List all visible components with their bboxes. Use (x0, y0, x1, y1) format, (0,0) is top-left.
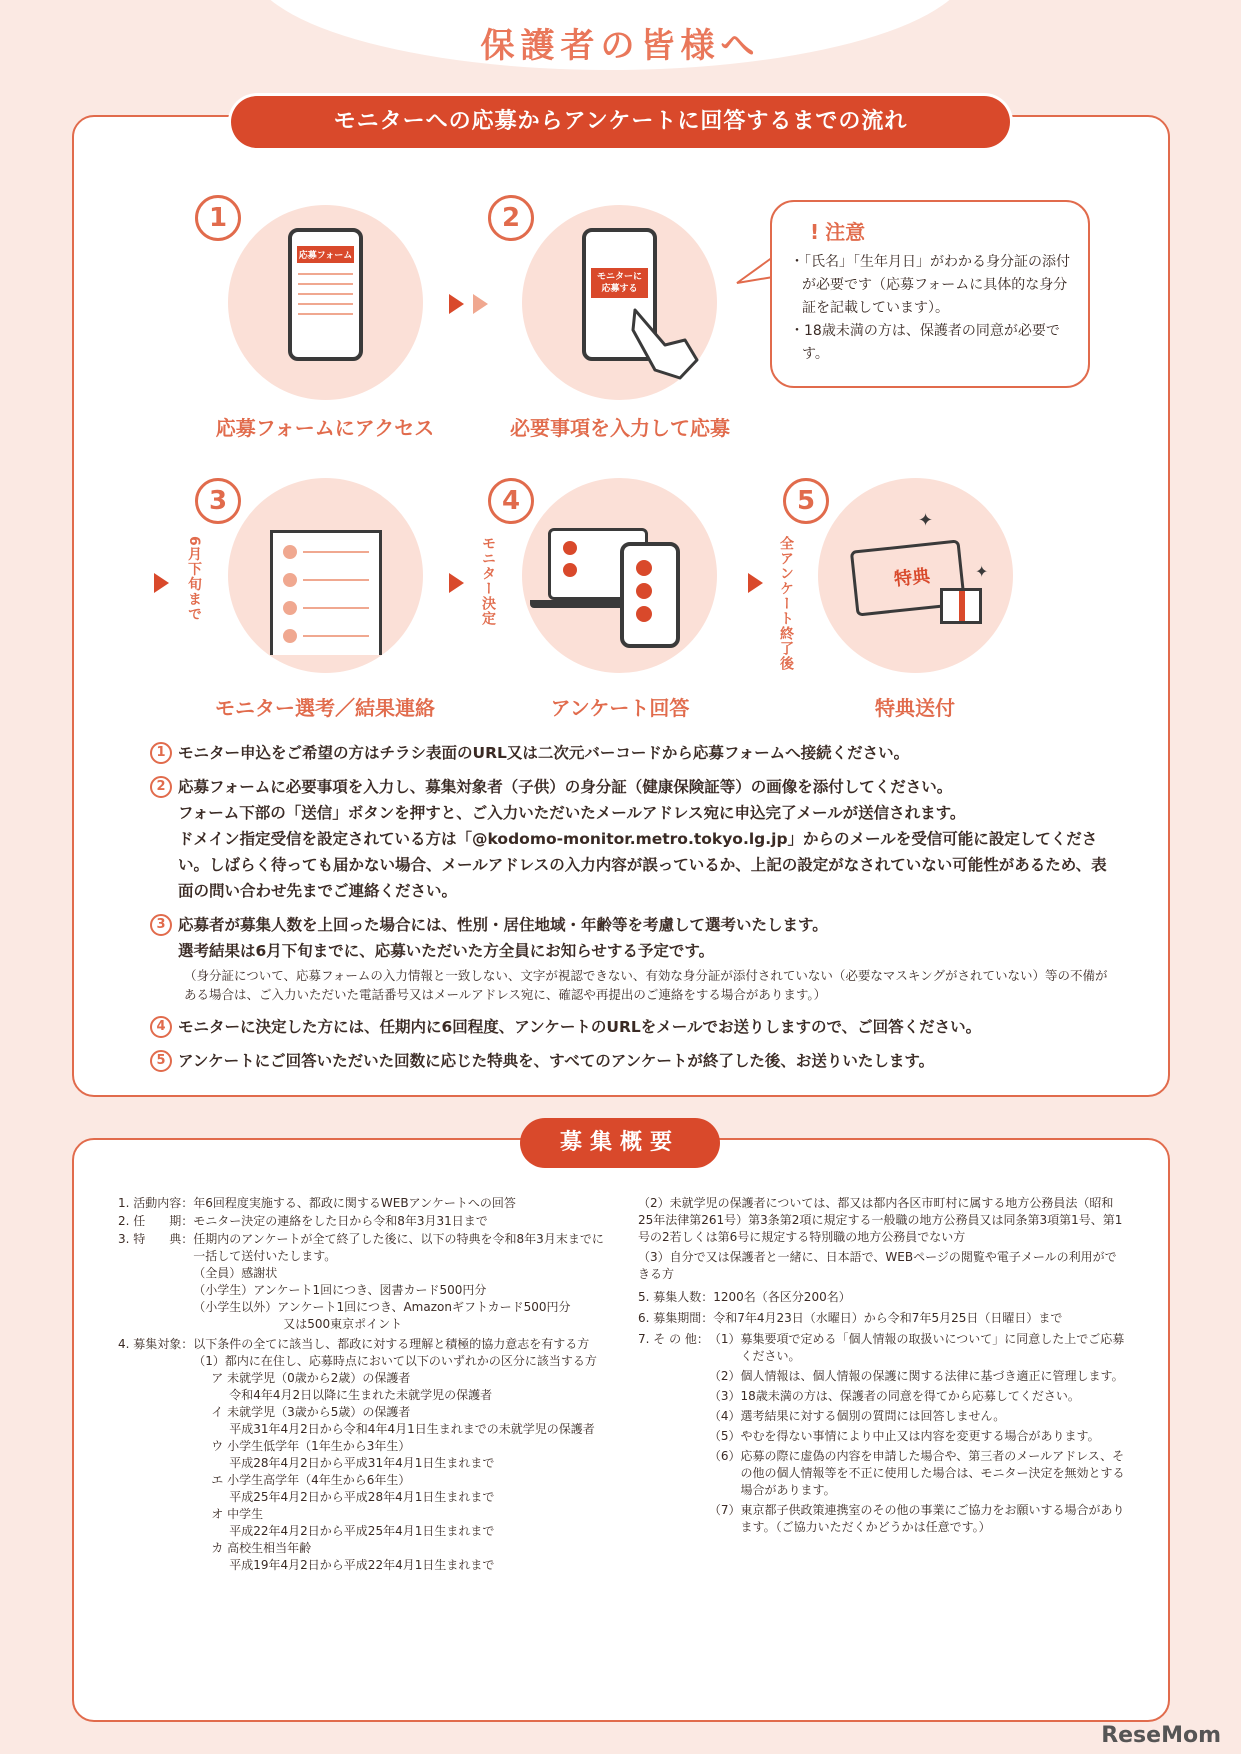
list-text: 18歳未満の方は、保護者の同意を得てから応募してください。 (740, 1389, 1080, 1403)
step-2-number: 2 (488, 195, 534, 241)
step-4-label: アンケート回答 (550, 696, 690, 720)
category-title: オ 中学生 (211, 1507, 264, 1521)
arrow-icon (449, 294, 464, 314)
flow-heading: モニターへの応募からアンケートに回答するまでの流れ (231, 96, 1010, 148)
note-item (150, 774, 1110, 904)
note-number: 1 (150, 742, 172, 764)
list-text: 応募の際に虚偽の内容を申請した場合や、第三者のメールアドレス、その他の個人情報等を不正に使用した場合は、モニター決定を無効とする場合があります。 (740, 1449, 1125, 1497)
list-number: （6） (708, 1449, 741, 1463)
notice-box (770, 200, 1090, 388)
outline-value: （1）都内に在住し、応募時点において以下のいずれかの区分に該当する方 (193, 1354, 597, 1368)
outline-value: 令和7年4月23日（水曜日）から令和7年5月25日（日曜日）まで (713, 1311, 1063, 1325)
note-item (150, 1048, 1110, 1074)
category-title: イ 未就学児（3歳から5歳）の保護者 (211, 1405, 411, 1419)
list-text: やむを得ない事情により中止又は内容を変更する場合があります。 (740, 1429, 1100, 1443)
step-3-timing: 6月下旬まで (186, 536, 202, 622)
outline-key: 4. 募集対象： (118, 1337, 194, 1351)
outline-heading: 募集概要 (520, 1118, 720, 1168)
outline-key: 3. 特 典： (118, 1232, 194, 1246)
note-item (150, 740, 1110, 766)
category-title: エ 小学生高学年（4年生から6年生） (211, 1473, 411, 1487)
step-3-number: 3 (195, 478, 241, 524)
category-detail: 平成19年4月2日から平成22年4月1日生まれまで (229, 1558, 495, 1572)
outline-value: （小学生以外）アンケート1回につき、Amazonギフトカード500円分 (193, 1300, 571, 1314)
list-number: （5） (708, 1429, 741, 1443)
watermark-logo: ReseMom (1101, 1723, 1221, 1748)
outline-right-column (638, 1195, 1128, 1540)
step-5-label: 特典送付 (875, 696, 955, 720)
apply-button-graphic: モニターに 応募する (591, 268, 648, 298)
list-number: （7） (708, 1503, 741, 1517)
gift-card-text: 特典 (893, 565, 932, 591)
list-number: （2） (708, 1369, 741, 1383)
note-number: 4 (150, 1016, 172, 1038)
arrow-icon (154, 573, 169, 593)
outline-value: （3）自分で又は保護者と一緒に、日本語で、WEBページの閲覧や電子メールの利用ができる方 (638, 1250, 1117, 1281)
list-text: 選考結果に対する個別の質問には回答しません。 (740, 1409, 1006, 1423)
step-1-number: 1 (195, 195, 241, 241)
outline-value: 年6回程度実施する、都政に関するWEBアンケートへの回答 (193, 1196, 516, 1210)
note-item (150, 1014, 1110, 1040)
step-4-number: 4 (488, 478, 534, 524)
category-detail: 平成31年4月2日から令和4年4月1日生まれまでの未就学児の保護者 (229, 1422, 595, 1436)
outline-key: 1. 活動内容： (118, 1196, 194, 1210)
phone-form-icon (288, 228, 363, 361)
outline-value: 1200名（各区分200名） (713, 1290, 851, 1304)
note-text: アンケートにご回答いただいた回数に応じた特典を、すべてのアンケートが終了した後、お送りいたします。 (178, 1052, 935, 1070)
step-1-label: 応募フォームにアクセス (215, 416, 435, 440)
note-text: モニターに決定した方には、任期内に6回程度、アンケートのURLをメールでお送りしますので、ご回答ください。 (178, 1018, 982, 1036)
list-number: （4） (708, 1409, 741, 1423)
flow-notes (150, 740, 1110, 1082)
outline-value: （2）未就学児の保護者については、都又は都内各区市町村に属する地方公務員法（昭和25年法律第261号）第3条第2項に規定する一般職の地方公務員又は同条第3項第1号、第1号の2若しくは第6号に規定する特別職の地方公務員でない方 (638, 1196, 1123, 1244)
gift-box-icon (940, 588, 982, 624)
category-title: カ 高校生相当年齢 (211, 1541, 312, 1555)
notice-title: ! 注意 (810, 220, 866, 244)
note-text: フォーム下部の「送信」ボタンを押すと、ご入力いただいたメールアドレス宛に申込完了メールが送信されます。 (178, 804, 966, 822)
outline-value: （全員）感謝状 (193, 1266, 278, 1280)
list-text: 募集要項で定める「個人情報の取扱いについて」に同意した上でご応募ください。 (740, 1332, 1125, 1363)
note-text: 応募フォームに必要事項を入力し、募集対象者（子供）の身分証（健康保険証等）の画像を添付してください。 (178, 778, 953, 796)
list-number: （3） (708, 1389, 741, 1403)
outline-left-column (118, 1195, 608, 1575)
note-number: 3 (150, 914, 172, 936)
outline-value: （小学生）アンケート1回につき、図書カード500円分 (193, 1283, 487, 1297)
category-title: ウ 小学生低学年（1年生から3年生） (211, 1439, 411, 1453)
notice-item: ・ 18歳未満の方は、保護者の同意が必要です。 (790, 320, 1070, 366)
outline-key: 2. 任 期： (118, 1214, 194, 1228)
outline-key: 7. そ の 他： (638, 1332, 709, 1346)
note-subtext: （身分証について、応募フォームの入力情報と一致しない、文字が視認できない、有効な身分証が添付されていない（必要なマスキングがされていない）等の不備がある場合は、ご入力いただいた電話番号又はメールアドレス宛に、確認や再提出のご連絡をする場合があります。） (184, 968, 1108, 1002)
step-5-number: 5 (783, 478, 829, 524)
arrow-icon (748, 573, 763, 593)
sparkle-icon: ✦ (975, 562, 989, 581)
page-title: 保護者の皆様へ (480, 26, 761, 66)
form-screen-title: 応募フォーム (297, 246, 354, 263)
step-3-label: モニター選考／結果連絡 (215, 696, 435, 720)
outline-value: 以下条件の全てに該当し、都政に対する理解と積極的協力意志を有する方 (193, 1337, 590, 1351)
outline-value: 任期内のアンケートが全て終了した後に、以下の特典を令和8年3月末までに一括して送付いたします。 (193, 1232, 604, 1263)
category-title: ア 未就学児（0歳から2歳）の保護者 (211, 1371, 411, 1385)
category-detail: 平成28年4月2日から平成31年4月1日生まれまで (229, 1456, 495, 1470)
step-4-timing: モニター決定 (480, 536, 496, 626)
note-text: 選考結果は6月下旬までに、応募いただいた方全員にお知らせする予定です。 (178, 942, 715, 960)
note-text: 応募者が募集人数を上回った場合には、性別・居住地域・年齢等を考慮して選考いたします。 (178, 916, 828, 934)
outline-value: 又は500東京ポイント (283, 1317, 403, 1331)
list-text: 個人情報は、個人情報の保護に関する法律に基づき適正に管理します。 (740, 1369, 1124, 1383)
arrow-icon (473, 294, 488, 314)
category-detail: 令和4年4月2日以降に生まれた未就学児の保護者 (229, 1388, 493, 1402)
note-number: 2 (150, 776, 172, 798)
note-text: ドメイン指定受信を設定されている方は「@kodomo-monitor.metro.tokyo.lg.jp」からのメールを受信可能に設定してください。しばらく待っても届かない場合、メールアドレスの入力内容が誤っているか、上記の設定がなされていない可能性があるため、表面の問い合わせ先までご連絡ください。 (178, 830, 1107, 900)
outline-key: 6. 募集期間： (638, 1311, 714, 1325)
note-item (150, 912, 1110, 1006)
notice-item: ・ 「氏名」「生年月日」がわかる身分証の添付が必要です（応募フォームに具体的な身分証を記載しています）。 (790, 251, 1070, 320)
document-list-icon (270, 530, 382, 655)
phone-survey-icon (620, 542, 680, 648)
exclamation-icon: ! (810, 220, 820, 244)
hand-tap-icon (625, 300, 705, 380)
list-number: （1） (708, 1332, 741, 1346)
step-5-timing: 全アンケート終了後 (778, 536, 794, 671)
notice-pointer (735, 255, 775, 295)
note-text: モニター申込をご希望の方はチラシ表面のURL又は二次元バーコードから応募フォームへ接続ください。 (178, 744, 910, 762)
step-2-label: 必要事項を入力して応募 (510, 416, 730, 440)
outline-key: 5. 募集人数： (638, 1290, 714, 1304)
note-number: 5 (150, 1050, 172, 1072)
category-detail: 平成25年4月2日から平成28年4月1日生まれまで (229, 1490, 495, 1504)
arrow-icon (449, 573, 464, 593)
outline-value: モニター決定の連絡をした日から令和8年3月31日まで (193, 1214, 488, 1228)
sparkle-icon: ✦ (918, 510, 934, 531)
list-text: 東京都子供政策連携室のその他の事業にご協力をお願いする場合があります。（ご協力いただくかどうかは任意です。） (740, 1503, 1125, 1534)
category-detail: 平成22年4月2日から平成25年4月1日生まれまで (229, 1524, 495, 1538)
